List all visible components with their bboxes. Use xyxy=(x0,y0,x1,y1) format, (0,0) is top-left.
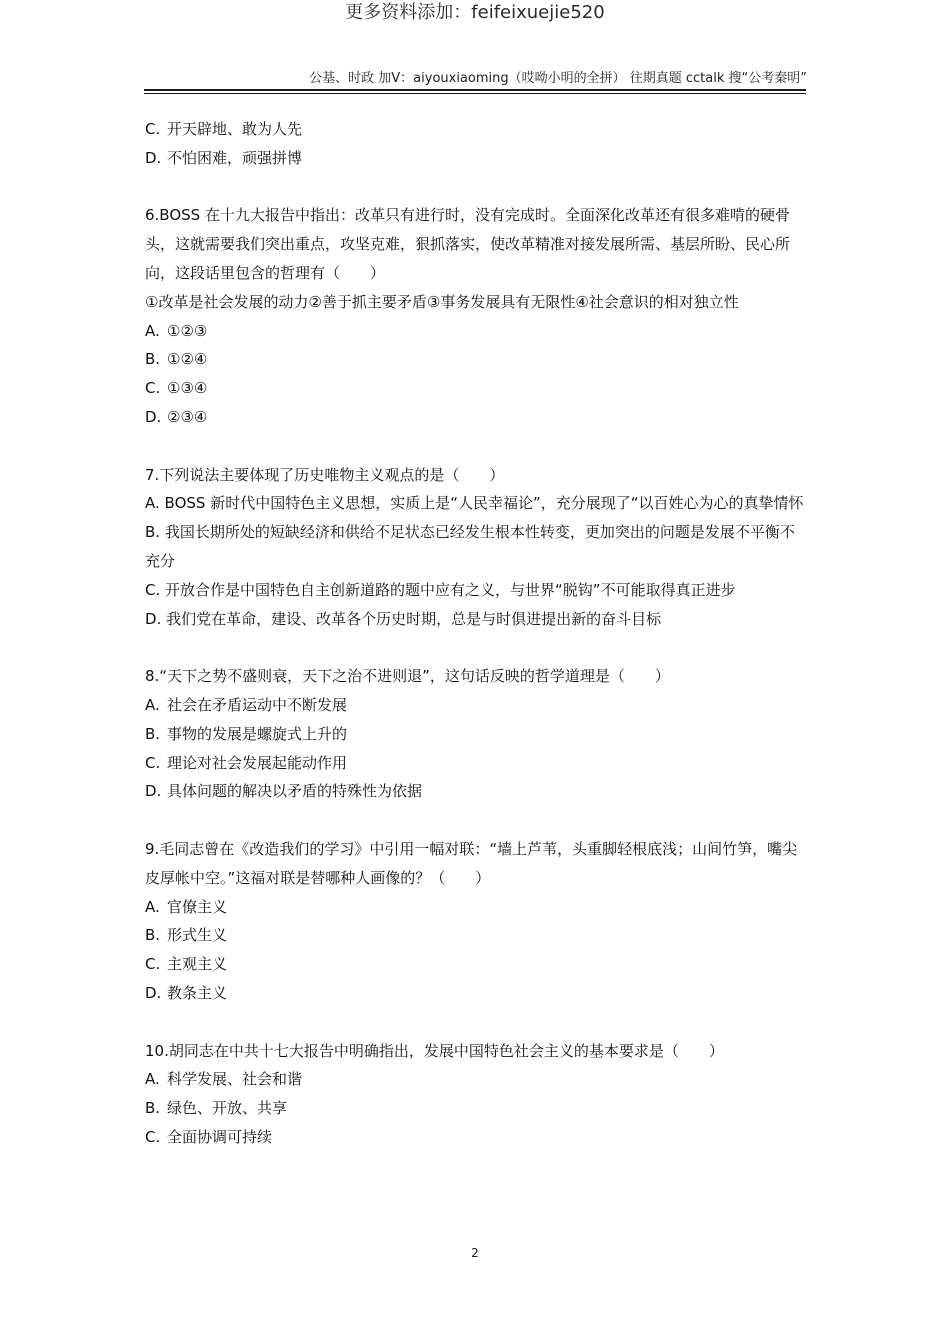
q10-option-c: C. 全面协调可持续 xyxy=(145,1127,273,1146)
q7-option-a: A. BOSS 新时代中国特色主义思想，实质上是“人民幸福论”，充分展现了“以百姓心为心的真挚情怀 xyxy=(145,494,804,513)
q6-option-d: D. ②③④ xyxy=(145,407,208,426)
q8-option-a: A. 社会在矛盾运动中不断发展 xyxy=(145,695,348,714)
q8-option-d: D. 具体问题的解决以矛盾的特殊性为依据 xyxy=(145,782,423,801)
q9-stem: 9.毛同志曾在《改造我们的学习》中引用一幅对联：“墙上芦苇，头重脚轻根底浅；山间竹笋，嘴尖皮厚帐中空。”这福对联是替哪种人画像的？（ ） xyxy=(145,839,798,887)
q7-option-d: D. 我们党在革命，建设、改革各个历史时期，总是与时俱进提出新的奋斗目标 xyxy=(145,609,662,628)
q6-option-c: C. ①③④ xyxy=(145,379,208,398)
q7-option-b: B. 我国长期所处的短缺经济和供给不足状态已经发生根本性转变，更加突出的问题是发展不平衡不充分 xyxy=(145,523,795,570)
q5-option-c: C. 开天辟地、敢为人先 xyxy=(145,120,303,138)
q9-option-c: C. 主观主义 xyxy=(145,955,228,974)
q9-option-d: D. 教条主义 xyxy=(145,983,228,1002)
q6-option-a: A. ①②③ xyxy=(145,321,208,340)
q10-stem: 10.胡同志在中共十七大报告中明确指出，发展中国特色社会主义的基本要求是（ ） xyxy=(145,1041,724,1060)
watermark-contact: 更多资料添加：feifeixuejie520 xyxy=(345,2,605,23)
q6-statements: ①改革是社会发展的动力②善于抓主要矛盾③事务发展具有无限性④社会意识的相对独立性 xyxy=(145,292,739,311)
q8-option-b: B. 事物的发展是螺旋式上升的 xyxy=(145,724,348,743)
header-rule-thick xyxy=(144,89,806,91)
q10-option-a: A. 科学发展、社会和谐 xyxy=(145,1070,303,1089)
q10-option-b: B. 绿色、开放、共享 xyxy=(145,1099,288,1118)
q7-option-c: C. 开放合作是中国特色自主创新道路的题中应有之义，与世界“脱钩”不可能取得真正进步 xyxy=(145,580,736,599)
q9-option-a: A. 官僚主义 xyxy=(145,897,228,916)
q6-option-b: B. ①②④ xyxy=(145,350,208,369)
document-body xyxy=(145,115,807,1152)
running-header: 公基、时政 加V：aiyouxiaoming（哎呦小明的全拼） 往期真题 cctalk 搜“公考秦明” xyxy=(309,71,807,86)
q5-option-d: D. 不怕困难，顽强拼博 xyxy=(145,148,303,167)
q8-option-c: C. 理论对社会发展起能动作用 xyxy=(145,753,348,772)
header-rule-thin xyxy=(144,93,806,94)
q7-stem: 7.下列说法主要体现了历史唯物主义观点的是（ ） xyxy=(145,465,505,484)
q9-option-b: B. 形式生义 xyxy=(145,926,228,945)
q8-stem: 8.“天下之势不盛则衰，天下之治不进则退”，这句话反映的哲学道理是（ ） xyxy=(145,667,670,686)
page-number: 2 xyxy=(471,1246,479,1260)
q6-stem: 6.BOSS 在十九大报告中指出：改革只有进行时，没有完成时。全面深化改革还有很多难啃的硬骨头，这就需要我们突出重点，攻坚克难，狠抓落实，使改革精准对接发展所需、基层所盼、民心所向，这段话里包含的哲理有（ ） xyxy=(145,206,791,282)
